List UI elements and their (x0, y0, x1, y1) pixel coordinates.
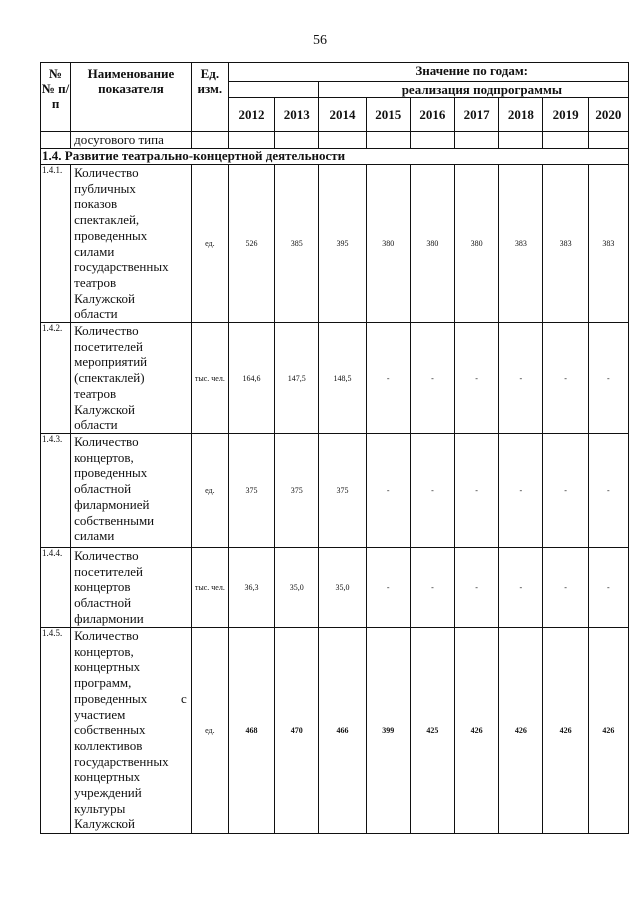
indicator-name-line: концертов, (74, 643, 134, 659)
value-cell: 35,0 (319, 548, 366, 628)
value-cell: 380 (410, 165, 454, 323)
indicator-name-line: публичных (74, 180, 136, 196)
indicator-name-line: театров (74, 385, 117, 401)
value-cell: 426 (543, 628, 588, 834)
indicator-name-line: Количество (74, 165, 139, 180)
value-cell: - (455, 548, 499, 628)
value-cell: 375 (275, 434, 319, 548)
page-number: 56 (313, 33, 327, 48)
indicator-name-line: мероприятий (74, 354, 148, 370)
header-unit: Ед. изм. (191, 63, 228, 132)
indicator-name-line: собственными (74, 512, 155, 528)
header-year: 2014 (319, 98, 366, 132)
indicator-name-line: силами (74, 243, 115, 259)
indicator-name-line: концертов (74, 579, 131, 595)
indicator-name-line: показов (74, 196, 118, 212)
value-cell: - (366, 323, 410, 434)
value-cell: 399 (366, 628, 410, 834)
value-cell: 385 (275, 165, 319, 323)
indicator-name-line: (спектаклей) (74, 370, 145, 386)
header-name: Наименование показателя (71, 63, 192, 132)
header-num: № № п/ п (41, 63, 71, 132)
indicator-name-line: Количество (74, 434, 139, 450)
value-cell: - (410, 434, 454, 548)
header-values-title: Значение по годам: (228, 63, 628, 82)
value-cell: 36,3 (228, 548, 274, 628)
indicator-name-line: Количество (74, 548, 139, 564)
value-cell: - (499, 323, 543, 434)
value-cell: 426 (455, 628, 499, 834)
indicator-name-line: проведенных (74, 227, 148, 243)
indicator-name-line: спектаклей, (74, 212, 140, 228)
value-cell: - (499, 548, 543, 628)
indicator-name-line: театров (74, 274, 117, 290)
value-cell: - (366, 548, 410, 628)
value-cell: 526 (228, 165, 274, 323)
indicator-name-line: Количество (74, 323, 139, 339)
indicator-name-line: культуры (74, 800, 126, 816)
row-number: 1.4.4. (41, 548, 71, 628)
row-number: 1.4.1. (41, 165, 71, 323)
indicator-name (71, 165, 192, 323)
indicator-name-line: филармонией (74, 496, 150, 512)
value-cell: 380 (366, 165, 410, 323)
table-row (41, 548, 629, 628)
indicator-name (71, 323, 192, 434)
indicator-name-line: Калужской (74, 816, 135, 832)
header-year: 2013 (275, 98, 319, 132)
indicator-name (71, 628, 192, 834)
unit: тыс. чел. (191, 323, 228, 434)
indicator-name-line: Калужской (74, 401, 135, 417)
unit: ед. (191, 434, 228, 548)
value-cell: - (499, 434, 543, 548)
value-cell: 395 (319, 165, 366, 323)
header-year: 2018 (499, 98, 543, 132)
header-year: 2017 (455, 98, 499, 132)
header-year: 2016 (410, 98, 454, 132)
indicator-name-line: областной (74, 595, 132, 611)
value-cell: 426 (588, 628, 628, 834)
value-cell: 383 (543, 165, 588, 323)
unit: ед. (191, 165, 228, 323)
indicator-name-line: государственных (74, 259, 169, 275)
indicator-name-line: проведенных (74, 465, 148, 481)
indicator-name-line: коллективов (74, 737, 143, 753)
value-cell: - (410, 548, 454, 628)
indicator-name-line: проведенных с (74, 690, 187, 706)
row-number: 1.4.2. (41, 323, 71, 434)
value-cell: 466 (319, 628, 366, 834)
value-cell: 35,0 (275, 548, 319, 628)
unit: тыс. чел. (191, 548, 228, 628)
indicator-name-line: филармонии (74, 610, 144, 626)
value-cell: - (543, 434, 588, 548)
value-cell: 375 (319, 434, 366, 548)
value-cell: - (455, 434, 499, 548)
section-title: 1.4. Развитие театрально-концертной деятельности (41, 149, 629, 165)
header-subprogram-title: реализация подпрограммы (319, 82, 629, 98)
table-row (41, 434, 629, 548)
indicator-name-line: государственных (74, 753, 169, 769)
indicator-name (71, 434, 192, 548)
value-cell: - (543, 548, 588, 628)
indicator-name-line: программ, (74, 675, 132, 691)
value-cell: - (543, 323, 588, 434)
indicator-name-line: области (74, 417, 118, 433)
header-year: 2019 (543, 98, 588, 132)
table-row (41, 165, 629, 323)
header-year: 2020 (588, 98, 628, 132)
indicator-name-line: посетителей (74, 338, 143, 354)
indicator-name-line: собственных (74, 722, 146, 738)
continuation-text: досугового типа (71, 132, 192, 149)
value-cell: 164,6 (228, 323, 274, 434)
value-cell: 147,5 (275, 323, 319, 434)
indicator-name-line: концертов, (74, 449, 134, 465)
indicators-table (40, 62, 629, 834)
value-cell: 470 (275, 628, 319, 834)
value-cell: 383 (588, 165, 628, 323)
value-cell: 383 (499, 165, 543, 323)
row-number: 1.4.5. (41, 628, 71, 834)
value-cell: - (588, 548, 628, 628)
indicator-name-line: участием (74, 706, 126, 722)
indicator-name-line: концертных (74, 769, 141, 785)
table-row (41, 628, 629, 834)
value-cell: - (588, 323, 628, 434)
value-cell: 425 (410, 628, 454, 834)
indicator-name-line: посетителей (74, 563, 143, 579)
header-year: 2012 (228, 98, 274, 132)
unit: ед. (191, 628, 228, 834)
header-year: 2015 (366, 98, 410, 132)
indicator-name-line: Количество (74, 628, 139, 644)
value-cell: 375 (228, 434, 274, 548)
indicator-name-line: области (74, 306, 118, 322)
value-cell: - (455, 323, 499, 434)
value-cell: 468 (228, 628, 274, 834)
value-cell: - (410, 323, 454, 434)
table-row (41, 323, 629, 434)
value-cell: 426 (499, 628, 543, 834)
value-cell: 380 (455, 165, 499, 323)
value-cell: 148,5 (319, 323, 366, 434)
value-cell: - (366, 434, 410, 548)
value-cell: - (588, 434, 628, 548)
row-number: 1.4.3. (41, 434, 71, 548)
indicator-name-line: концертных (74, 659, 141, 675)
indicator-name-line: Калужской (74, 290, 135, 306)
indicator-name-line: областной (74, 481, 132, 497)
indicator-name-line: учреждений (74, 785, 142, 801)
indicator-name-line: силами (74, 528, 115, 544)
indicator-name (71, 548, 192, 628)
